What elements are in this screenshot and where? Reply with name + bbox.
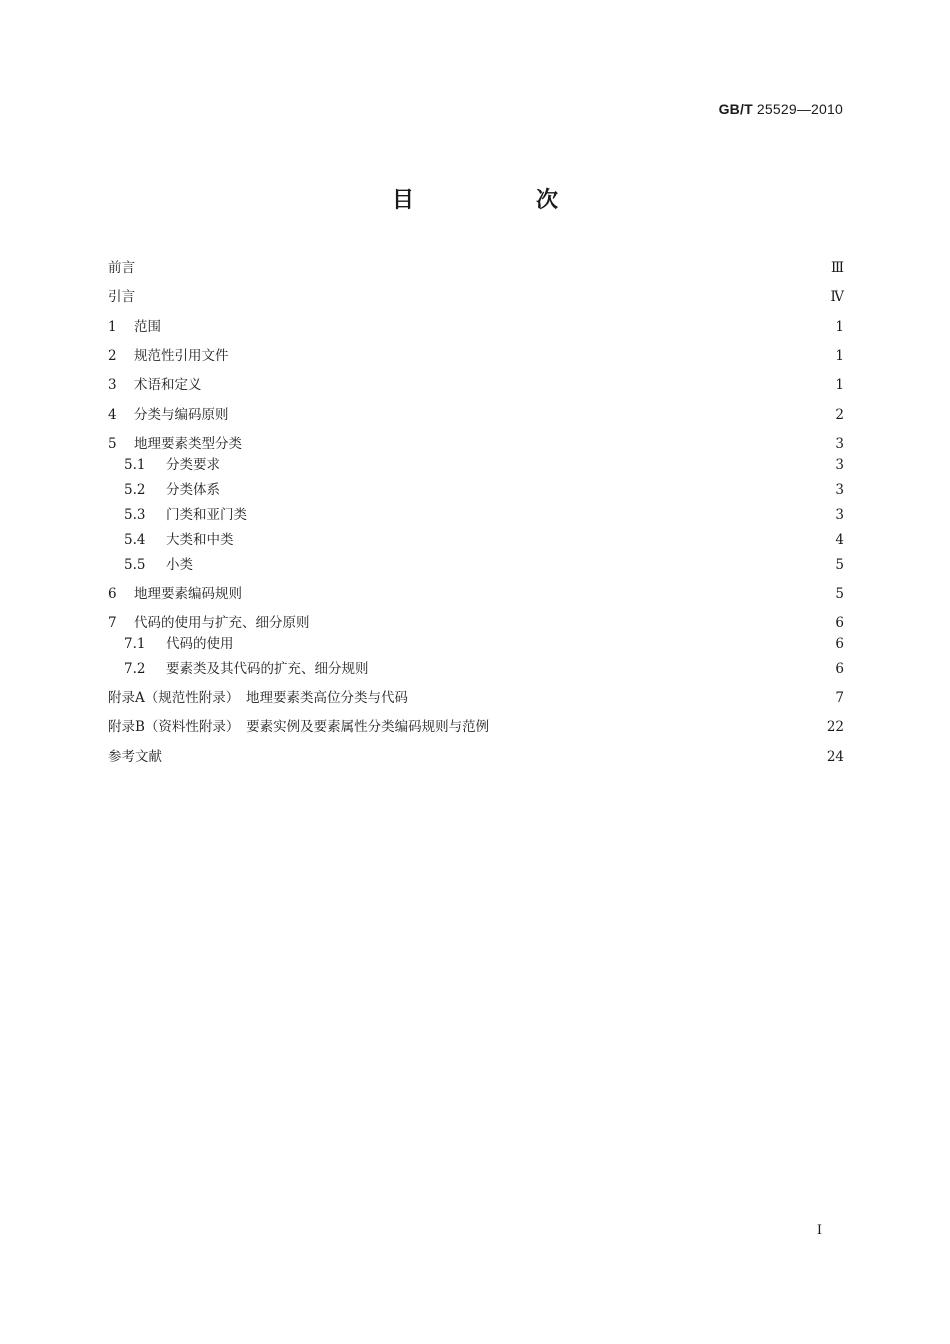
toc-entry-number: 7.2	[124, 661, 146, 678]
toc-entry-label: 要素类及其代码的扩充、细分规则	[166, 661, 369, 678]
toc-entry-label: 地理要素编码规则	[134, 585, 242, 602]
toc-entry-page: 3	[835, 456, 844, 473]
dot-leader	[248, 583, 828, 605]
toc-entry-number: 7.1	[124, 636, 146, 653]
dot-leader	[253, 504, 828, 526]
toc-entry-page: 6	[835, 615, 844, 632]
toc-entry-label: 大类和中类	[166, 531, 234, 548]
toc-entry-label: 分类要求	[166, 456, 220, 473]
toc-entry-page: 3	[835, 435, 844, 452]
toc-entry-page: 1	[835, 377, 844, 394]
standard-prefix: GB/T	[718, 101, 753, 117]
toc-entry-number: 5.5	[124, 556, 146, 573]
dot-leader	[168, 746, 821, 768]
toc-entry[interactable]	[108, 433, 844, 455]
dot-leader	[235, 404, 829, 426]
toc-entry-page: Ⅳ	[830, 289, 844, 306]
standard-number: 25529—2010	[756, 101, 843, 117]
toc-entry[interactable]	[108, 374, 844, 396]
toc-entry-number: 5.3	[124, 506, 146, 523]
dot-leader	[226, 479, 828, 501]
toc-entry[interactable]	[108, 583, 844, 605]
toc-entry[interactable]	[108, 257, 844, 279]
toc-entry-number: 5.2	[124, 481, 146, 498]
toc-entry-label: 地理要素类型分类	[134, 435, 242, 452]
toc-entry[interactable]	[124, 633, 844, 655]
toc-entry-label: 引言	[108, 289, 135, 306]
dot-leader	[235, 345, 829, 367]
toc-entry-label: 代码的使用与扩充、细分原则	[134, 615, 310, 632]
toc-entry[interactable]	[108, 345, 844, 367]
toc-entry-page: 4	[835, 531, 844, 548]
toc-entry-page: 6	[835, 661, 844, 678]
dot-leader	[495, 716, 821, 738]
dot-leader	[141, 286, 825, 308]
toc-entry-page: 6	[835, 636, 844, 653]
toc-entry-page: 5	[835, 556, 844, 573]
toc-entry-page: 2	[835, 406, 844, 423]
toc-entry[interactable]	[108, 687, 844, 709]
toc-entry-number: 2	[108, 347, 117, 364]
toc-entry[interactable]	[124, 554, 844, 576]
toc-entry[interactable]	[108, 404, 844, 426]
toc-title: 目 次	[391, 188, 608, 213]
toc-entry-page: 7	[835, 690, 844, 707]
toc-entry-number: 3	[108, 377, 117, 394]
toc-entry[interactable]	[124, 479, 844, 501]
toc-entry-page: Ⅲ	[830, 260, 844, 276]
toc-entry[interactable]	[108, 746, 844, 768]
dot-leader	[240, 529, 829, 551]
toc-entry-label: 分类与编码原则	[134, 406, 229, 423]
dot-leader	[375, 658, 829, 680]
dot-leader	[414, 687, 828, 709]
toc-entry-label: 参考文献	[108, 748, 162, 765]
dot-leader	[199, 554, 828, 576]
toc-entry-number: 4	[108, 406, 117, 423]
toc-entry[interactable]	[124, 529, 844, 551]
toc-entry-number: 6	[108, 585, 117, 602]
toc-entry-label: 术语和定义	[134, 377, 202, 394]
toc-entry[interactable]	[108, 286, 844, 308]
toc-entry[interactable]	[124, 658, 844, 680]
toc-entry-number: 5.1	[124, 456, 146, 473]
toc-entry-page: 3	[835, 506, 844, 523]
toc-entry-label: 小类	[166, 556, 193, 573]
toc-entry-page: 1	[835, 347, 844, 364]
toc-entry[interactable]	[124, 504, 844, 526]
dot-leader	[226, 454, 828, 476]
toc-entry-label: 门类和亚门类	[166, 506, 247, 523]
toc-entry-label: 规范性引用文件	[134, 347, 229, 364]
dot-leader	[240, 633, 829, 655]
dot-leader	[248, 433, 828, 455]
dot-leader	[141, 257, 825, 279]
toc-entry[interactable]	[108, 716, 844, 738]
toc-entry-number: 5	[108, 435, 117, 452]
dot-leader	[316, 612, 829, 634]
toc-entry-number: 1	[108, 318, 117, 335]
toc-entry-label: 附录B（资料性附录） 要素实例及要素属性分类编码规则与范例	[108, 719, 490, 736]
standard-code	[719, 101, 843, 117]
dot-leader	[167, 316, 828, 338]
toc-entry[interactable]	[108, 316, 844, 338]
toc-entry-label: 前言	[108, 260, 135, 276]
toc-entry-page: 5	[835, 585, 844, 602]
toc-entry[interactable]	[108, 612, 844, 634]
toc-entry-page: 24	[826, 748, 844, 765]
toc-entry[interactable]	[124, 454, 844, 476]
toc-entry-page: 1	[835, 318, 844, 335]
page-folio: Ⅰ	[816, 1223, 822, 1238]
toc-entry-label: 范围	[134, 318, 161, 335]
toc-entry-number: 5.4	[124, 531, 146, 548]
toc-entry-label: 分类体系	[166, 481, 220, 498]
toc-entry-label: 代码的使用	[166, 636, 234, 653]
toc-entry-page: 22	[826, 719, 844, 736]
toc-entry-page: 3	[835, 481, 844, 498]
toc-entry-label: 附录A（规范性附录） 地理要素类高位分类与代码	[108, 690, 408, 707]
toc-entry-number: 7	[108, 615, 117, 632]
dot-leader	[208, 374, 829, 396]
